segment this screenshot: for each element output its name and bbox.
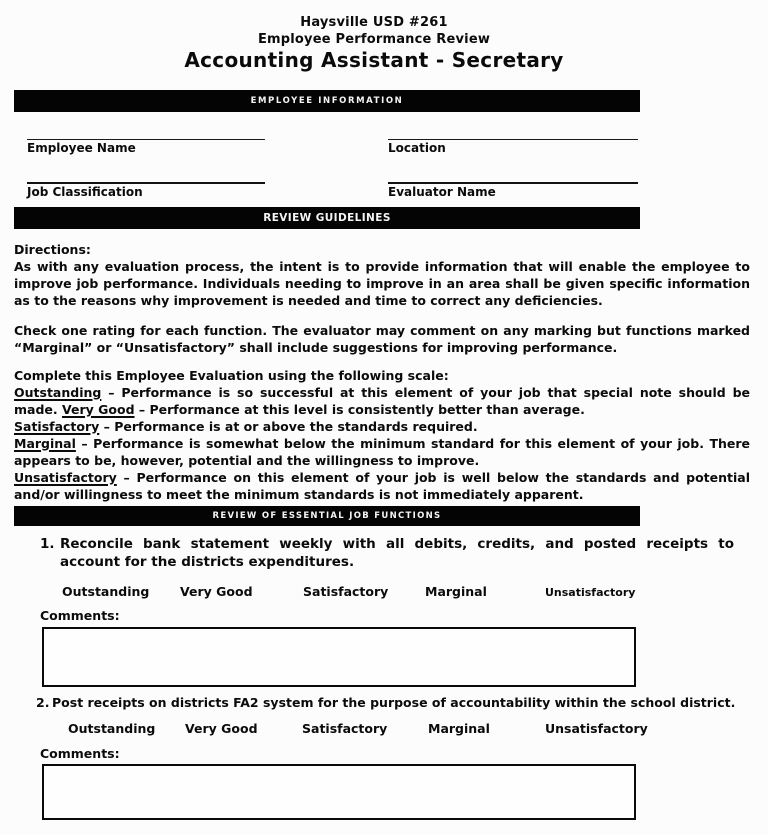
rating-option-satisfactory[interactable]: Satisfactory — [303, 584, 389, 599]
scale-term-satisfactory: Satisfactory — [14, 419, 100, 434]
rating-option-unsatisfactory[interactable]: Unsatisfactory — [545, 586, 636, 599]
scale-text-marginal: – Performance is somewhat below the minimum standard for this element of your job. There appears to be, however, potential and the willingness to improve. — [14, 436, 750, 468]
employee-info-fields — [27, 112, 750, 200]
scale-text-very-good: – Performance at this level is consistently better than average. — [134, 402, 585, 417]
comments-box-2[interactable] — [42, 764, 636, 820]
scale-term-outstanding: Outstanding — [14, 385, 102, 400]
check-rating-paragraph: Check one rating for each function. The evaluator may comment on any marking but functions marked “Marginal” or “Unsatisfactory” shall include suggestions for improving performance. — [14, 323, 750, 355]
scale-def-satisfactory — [14, 418, 750, 435]
job-function-2 — [36, 694, 742, 711]
job-function-2-number: 2. — [36, 695, 50, 710]
job-function-1-text: Reconcile bank statement weekly with all debits, credits, and posted receipts to account for the districts expenditures. — [60, 536, 734, 570]
rating-option-outstanding[interactable]: Outstanding — [68, 721, 156, 736]
fields-row-2 — [27, 156, 750, 200]
location-input-line[interactable] — [388, 112, 638, 140]
job-classification-input-line[interactable] — [27, 156, 265, 184]
employee-name-input-line[interactable] — [27, 112, 265, 140]
job-function-1-number: 1. — [40, 536, 55, 552]
scale-intro: Complete this Employee Evaluation using the following scale: — [14, 368, 449, 383]
employee-name-field — [27, 112, 265, 156]
comments-label-1: Comments: — [40, 608, 120, 623]
scale-term-unsatisfactory: Unsatisfactory — [14, 470, 117, 485]
scale-def-unsatisfactory — [14, 469, 750, 503]
rating-option-very-good[interactable]: Very Good — [180, 584, 253, 599]
location-field — [388, 112, 638, 156]
scale-text-outstanding: – Performance is so successful at this element of your job that special note should be made. — [14, 385, 750, 417]
scale-def-outstanding-verygood — [14, 384, 750, 418]
rating-option-marginal[interactable]: Marginal — [425, 584, 487, 599]
scale-def-marginal — [14, 435, 750, 469]
job-function-2-text: Post receipts on districts FA2 system for the purpose of accountability within the school district. — [52, 695, 736, 710]
job-function-1-ratings — [14, 584, 750, 600]
form-title-block — [14, 14, 734, 73]
job-function-2-ratings — [14, 721, 750, 737]
job-classification-label: Job Classification — [27, 185, 143, 199]
location-label: Location — [388, 141, 446, 155]
scale-term-very-good: Very Good — [62, 402, 135, 417]
section-header-employee-information: EMPLOYEE INFORMATION — [14, 90, 640, 112]
position-title: Accounting Assistant - Secretary — [184, 48, 564, 72]
section-header-job-functions: REVIEW OF ESSENTIAL JOB FUNCTIONS — [14, 506, 640, 526]
form-type-title: Employee Performance Review — [257, 32, 491, 47]
job-classification-field — [27, 156, 265, 200]
evaluator-name-input-line[interactable] — [388, 156, 638, 184]
job-function-1 — [40, 535, 734, 571]
rating-option-very-good[interactable]: Very Good — [185, 721, 258, 736]
scale-term-marginal: Marginal — [14, 436, 76, 451]
rating-option-marginal[interactable]: Marginal — [428, 721, 490, 736]
scale-text-satisfactory: – Performance is at or above the standards required. — [99, 419, 478, 434]
comments-box-1[interactable] — [42, 627, 636, 687]
scale-text-unsatisfactory: – Performance on this element of your job is well below the standards and potential and/or willingness to meet the minimum standards is not immediately apparent. — [14, 470, 750, 502]
employee-name-label: Employee Name — [27, 141, 136, 155]
rating-option-outstanding[interactable]: Outstanding — [62, 584, 150, 599]
directions-paragraph: As with any evaluation process, the intent is to provide information that will enable the employee to improve job performance. Individuals needing to improve in an area shall be given specific information as to the reasons why improvement is needed and time to correct any deficiencies. — [14, 259, 750, 308]
section-header-review-guidelines: REVIEW GUIDELINES — [14, 207, 640, 229]
district-name: Haysville USD #261 — [300, 15, 448, 30]
rating-option-unsatisfactory[interactable]: Unsatisfactory — [545, 721, 648, 736]
rating-scale-definitions — [14, 384, 750, 503]
directions-label: Directions: — [14, 242, 91, 257]
rating-option-satisfactory[interactable]: Satisfactory — [302, 721, 388, 736]
fields-row-1 — [27, 112, 750, 156]
evaluator-name-label: Evaluator Name — [388, 185, 496, 199]
evaluator-name-field — [388, 156, 638, 200]
comments-label-2: Comments: — [40, 746, 120, 761]
